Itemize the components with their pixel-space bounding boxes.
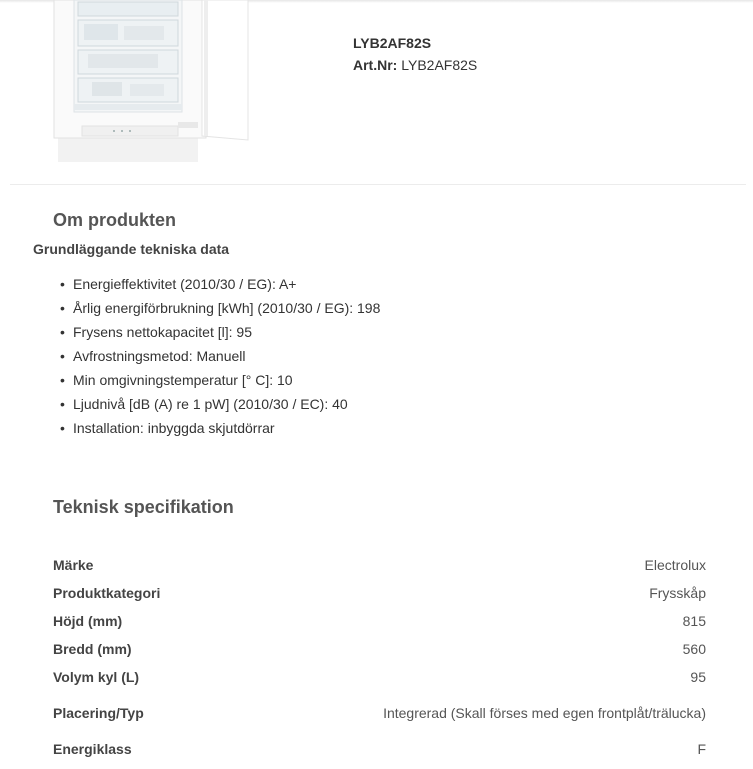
spec-label: Energiklass xyxy=(53,741,132,757)
spec-label: Bredd (mm) xyxy=(53,641,132,657)
spec-label: Produktkategori xyxy=(53,585,161,601)
spec-value: 815 xyxy=(682,613,706,629)
basic-data-list xyxy=(60,272,380,440)
list-item: • Energieffektivitet (2010/30 / EG): A+ xyxy=(60,276,297,292)
section-divider xyxy=(10,184,746,185)
spec-value: Frysskåp xyxy=(649,585,706,601)
table-row xyxy=(53,608,706,636)
list-item: • Avfrostningsmetod: Manuell xyxy=(60,348,246,364)
basic-data-heading: Grundläggande tekniska data xyxy=(33,241,230,257)
spec-value: 95 xyxy=(690,669,706,685)
list-item: • Installation: inbyggda skjutdörrar xyxy=(60,420,275,436)
table-row xyxy=(53,636,706,664)
spec-value: 560 xyxy=(682,641,706,657)
table-row xyxy=(53,580,706,608)
product-model: LYB2AF82S xyxy=(353,35,432,51)
table-row xyxy=(53,664,706,692)
table-row xyxy=(53,552,706,580)
freezer-icon xyxy=(52,0,254,165)
list-item: • Årlig energiförbrukning [kWh] (2010/30 / EG): 198 xyxy=(60,300,381,316)
spec-value: Integrerad (Skall förses med egen frontplåt/trälucka) xyxy=(383,705,706,721)
tech-spec-table xyxy=(53,552,706,764)
list-item: • Frysens nettokapacitet [l]: 95 xyxy=(60,324,252,340)
spec-label: Placering/Typ xyxy=(53,705,144,721)
product-article-number xyxy=(353,57,477,73)
table-row xyxy=(53,728,706,764)
spec-label: Höjd (mm) xyxy=(53,613,123,629)
about-heading: Om produkten xyxy=(53,210,177,230)
tech-spec-heading: Teknisk specifikation xyxy=(53,497,234,517)
artnr-value: LYB2AF82S xyxy=(401,57,478,73)
product-image xyxy=(52,0,254,165)
spec-value: Electrolux xyxy=(644,557,706,573)
spec-label: Volym kyl (L) xyxy=(53,669,140,685)
list-item: • Min omgivningstemperatur [° C]: 10 xyxy=(60,372,293,388)
spec-label: Märke xyxy=(53,557,94,573)
table-row xyxy=(53,692,706,728)
artnr-label: Art.Nr: xyxy=(353,57,398,73)
list-item: • Ljudnivå [dB (A) re 1 pW] (2010/30 / EC): 40 xyxy=(60,396,348,412)
spec-value: F xyxy=(697,741,706,757)
